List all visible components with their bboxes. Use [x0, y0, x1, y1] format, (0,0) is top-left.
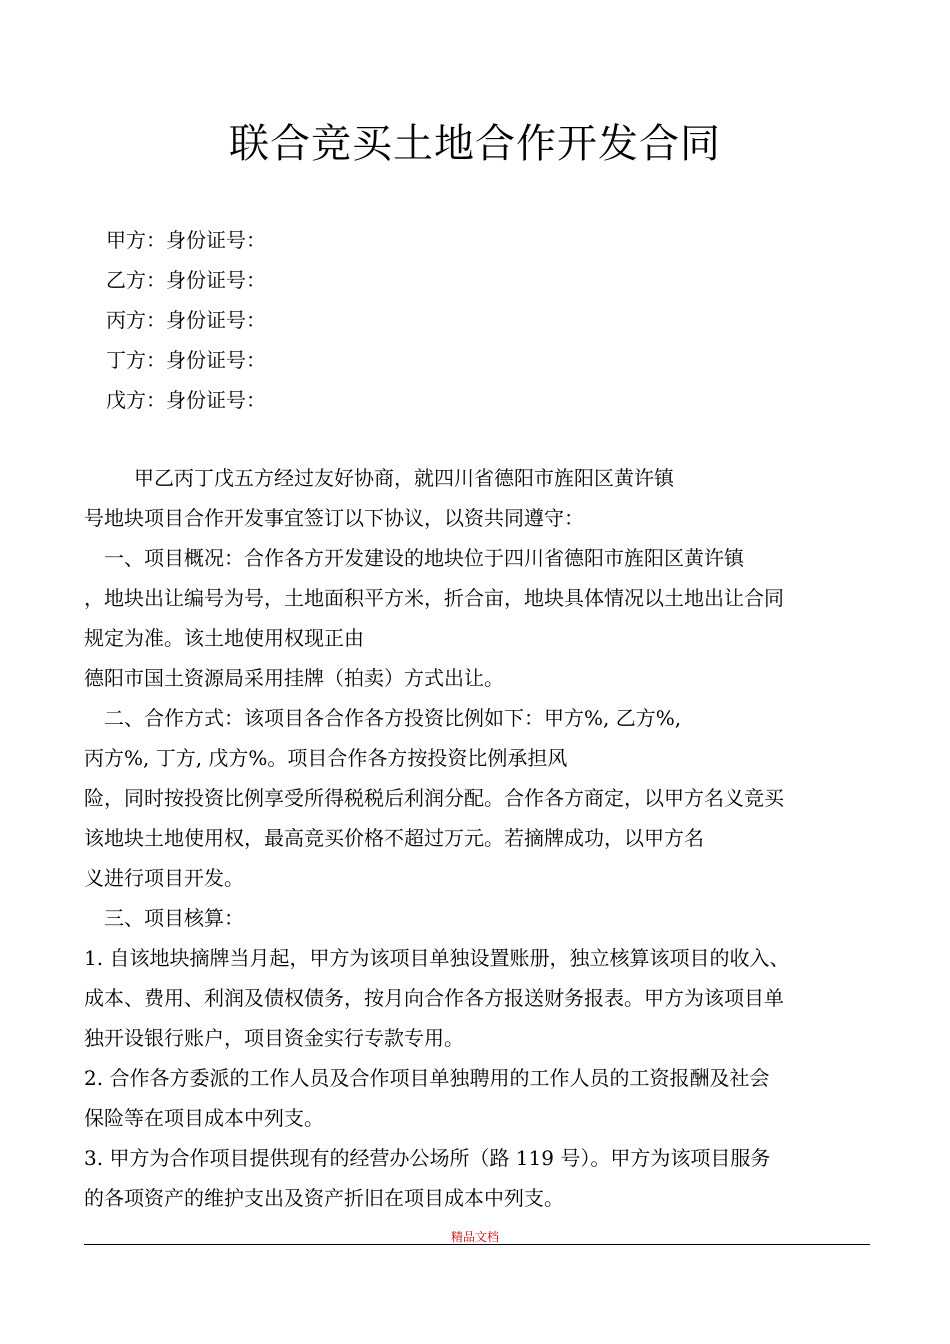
numbered-item: 2. 合作各方委派的工作人员及合作项目单独聘用的工作人员的工资报酬及社会 [84, 1066, 770, 1090]
party-line: 戊方：身份证号： [106, 388, 266, 412]
text-line: 德阳市国土资源局采用挂牌（拍卖）方式出让。 [84, 666, 504, 690]
section-heading: 三、项目核算： [104, 906, 244, 930]
text-line: 丙方%, 丁方, 戊方%。项目合作各方按投资比例承担风 [84, 746, 568, 770]
section-heading: 二、合作方式：该项目各合作各方投资比例如下：甲方%, 乙方%, [104, 706, 682, 730]
document-title: 联合竞买土地合作开发合同 [229, 121, 721, 167]
party-list [106, 220, 266, 420]
footer-watermark: 精品文档 [450, 1230, 499, 1244]
text-line: 独开设银行账户，项目资金实行专款专用。 [84, 1026, 464, 1050]
text-line: 甲乙丙丁戊五方经过友好协商，就四川省德阳市旌阳区黄许镇 [134, 466, 674, 490]
text-line: 该地块土地使用权，最高竞买价格不超过万元。若摘牌成功，以甲方名 [84, 826, 704, 850]
numbered-item: 3. 甲方为合作项目提供现有的经营办公场所（路 119 号）。甲方为该项目服务 [84, 1146, 771, 1170]
text-line: 险，同时按投资比例享受所得税税后利润分配。合作各方商定，以甲方名义竞买 [84, 786, 784, 810]
party-line: 丙方：身份证号： [106, 308, 266, 332]
text-line: ，地块出让编号为号，土地面积平方米，折合亩，地块具体情况以土地出让合同 [84, 586, 784, 610]
text-line: 义进行项目开发。 [84, 866, 244, 890]
section-heading: 一、项目概况：合作各方开发建设的地块位于四川省德阳市旌阳区黄许镇 [104, 546, 744, 570]
text-line: 的各项资产的维护支出及资产折旧在项目成本中列支。 [84, 1186, 564, 1210]
party-line: 乙方：身份证号： [106, 268, 266, 292]
contract-body [84, 458, 884, 1218]
text-line: 成本、费用、利润及债权债务，按月向合作各方报送财务报表。甲方为该项目单 [84, 986, 784, 1010]
numbered-item: 1. 自该地块摘牌当月起，甲方为该项目单独设置账册，独立核算该项目的收入、 [84, 946, 790, 970]
party-line: 甲方：身份证号： [106, 228, 266, 252]
party-line: 丁方：身份证号： [106, 348, 266, 372]
text-line: 号地块项目合作开发事宜签订以下协议，以资共同遵守： [84, 506, 584, 530]
footer-divider [84, 1244, 870, 1245]
text-line: 保险等在项目成本中列支。 [84, 1106, 324, 1130]
text-line: 规定为准。该土地使用权现正由 [84, 626, 364, 650]
